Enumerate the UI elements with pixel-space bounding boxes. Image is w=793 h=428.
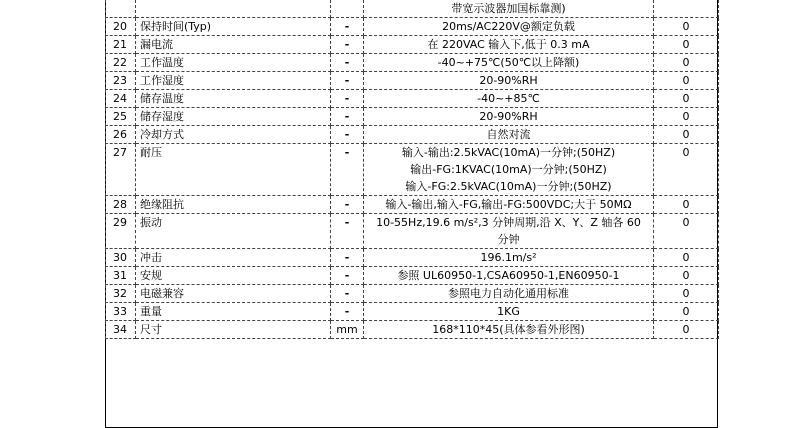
parameter-grade: 0 [654,90,719,108]
parameter-value [364,90,654,108]
parameter-value-line: 输出-FG:1KVAC(10mA)一分钟;(50HZ) [410,163,607,176]
table-row [106,285,719,303]
parameter-name: 储存温度 [136,90,331,108]
parameter-name: 尺寸 [136,321,331,339]
parameter-unit: - [331,36,364,54]
parameter-grade: 0 [654,18,719,36]
row-number: 25 [106,108,136,126]
parameter-name: 保持时间(Typ) [136,18,331,36]
parameter-value-line: 自然对流 [486,128,531,141]
parameter-value [364,303,654,321]
parameter-unit [331,0,364,18]
parameter-value-line: 1KG [497,305,520,318]
parameter-value [364,249,654,267]
row-number: 33 [106,303,136,321]
parameter-grade: 0 [654,321,719,339]
row-number: 21 [106,36,136,54]
parameter-grade: 0 [654,72,719,90]
table-row [106,214,719,249]
parameter-grade: 0 [654,267,719,285]
parameter-value-line: 参照电力自动化通用标准 [448,287,569,300]
parameter-value-line: 输入-FG:2.5kVAC(10mA)一分钟;(50HZ) [405,180,612,193]
parameter-name: 冷却方式 [136,126,331,144]
table-row [106,126,719,144]
parameter-unit: - [331,249,364,267]
parameter-unit: - [331,267,364,285]
parameter-unit: - [331,144,364,196]
parameter-unit: - [331,196,364,214]
parameter-value [364,144,654,196]
row-number: 31 [106,267,136,285]
parameter-grade: 0 [654,126,719,144]
parameter-grade: 0 [654,36,719,54]
parameter-name: 绝缘阻抗 [136,196,331,214]
parameter-value [364,72,654,90]
table-row [106,303,719,321]
parameter-value-line: 参照 UL60950-1,CSA60950-1,EN60950-1 [397,269,620,282]
parameter-unit: - [331,303,364,321]
parameter-name: 工作湿度 [136,72,331,90]
parameter-name: 安规 [136,267,331,285]
parameter-name: 电磁兼容 [136,285,331,303]
parameter-value [364,36,654,54]
parameter-name: 重量 [136,303,331,321]
row-number: 20 [106,18,136,36]
row-number: 26 [106,126,136,144]
parameter-unit: - [331,126,364,144]
table-row [106,196,719,214]
parameter-value-line: 20-90%RH [479,74,538,87]
parameter-name: 冲击 [136,249,331,267]
parameter-value-line: -40~+85℃ [477,92,540,105]
parameter-name: 漏电流 [136,36,331,54]
parameter-value-line: -40~+75℃(50℃以上降额) [437,56,580,69]
parameter-name: 振动 [136,214,331,249]
parameter-grade: 0 [654,54,719,72]
row-number: 23 [106,72,136,90]
parameter-value-line: 输入-输出,输入-FG,输出-FG:500VDC;大于 50MΩ [385,198,632,211]
row-number: 34 [106,321,136,339]
table-row [106,90,719,108]
parameter-grade: 0 [654,214,719,249]
table-row [106,18,719,36]
row-number: 24 [106,90,136,108]
parameter-unit: - [331,54,364,72]
row-number: 22 [106,54,136,72]
table-row [106,36,719,54]
parameter-value [364,18,654,36]
parameter-grade: 0 [654,108,719,126]
table-row [106,321,719,339]
parameter-value [364,108,654,126]
table-row [106,0,719,18]
table-row [106,249,719,267]
parameter-grade: 0 [654,196,719,214]
parameter-name: 工作温度 [136,54,331,72]
parameter-value-line: 输入-输出:2.5kVAC(10mA)一分钟;(50HZ) [401,146,616,159]
table-row [106,267,719,285]
parameter-value [364,196,654,214]
row-number: 29 [106,214,136,249]
parameter-value-line: 196.1m/s² [480,251,537,264]
parameter-name: 耐压 [136,144,331,196]
parameter-value [364,126,654,144]
table-row [106,54,719,72]
spec-table-body [106,0,719,339]
parameter-unit: mm [331,321,364,339]
spec-table [105,0,719,339]
row-number: 30 [106,249,136,267]
parameter-grade: 0 [654,144,719,196]
table-row [106,144,719,196]
parameter-value [364,321,654,339]
parameter-name [136,0,331,18]
parameter-value-line: 10-55Hz,19.6 m/s²,3 分钟周期,沿 X、Y、Z 轴各 60 [376,216,641,229]
table-row [106,72,719,90]
parameter-grade: 0 [654,249,719,267]
parameter-unit: - [331,108,364,126]
parameter-unit: - [331,72,364,90]
parameter-unit: - [331,90,364,108]
parameter-value [364,267,654,285]
parameter-name: 储存湿度 [136,108,331,126]
parameter-value-line: 分钟 [497,233,520,246]
parameter-value-line: 在 220VAC 输入下,低于 0.3 mA [427,38,590,51]
parameter-value [364,285,654,303]
row-number: 28 [106,196,136,214]
row-number: 27 [106,144,136,196]
parameter-value-line: 带宽示波器加国标靠测) [451,2,566,15]
parameter-unit: - [331,285,364,303]
parameter-value-line: 168*110*45(具体参看外形图) [432,323,585,336]
parameter-value-line: 20-90%RH [479,110,538,123]
parameter-value [364,214,654,249]
parameter-grade: 0 [654,285,719,303]
parameter-value [364,54,654,72]
parameter-value-line: 20ms/AC220V@额定负载 [442,20,575,33]
row-number: 32 [106,285,136,303]
parameter-unit: - [331,18,364,36]
parameter-grade: 0 [654,303,719,321]
row-number [106,0,136,18]
parameter-unit: - [331,214,364,249]
table-row [106,108,719,126]
parameter-value [364,0,654,18]
parameter-grade [654,0,719,18]
